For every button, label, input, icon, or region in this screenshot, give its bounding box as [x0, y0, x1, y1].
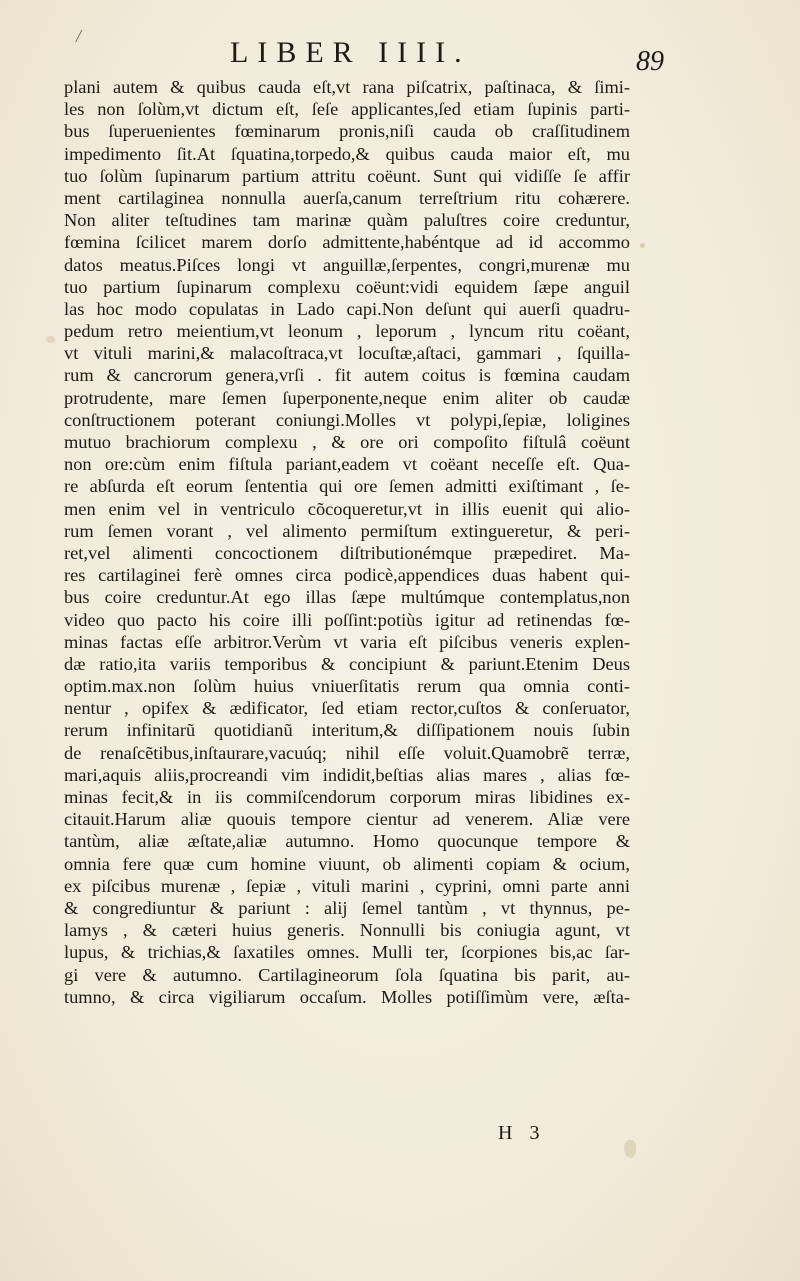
paper-stain	[624, 1140, 636, 1158]
text-line: tuo ſolùm ſupinarum partium attritu coëunt. Sunt qui vidiſſe ſe affir	[64, 165, 630, 186]
text-line: citauit.Harum aliæ quouis tempore cientur ad venerem. Aliæ vere	[64, 809, 630, 830]
running-head: LIBER IIII.	[230, 36, 471, 69]
text-line: lamys , & cæteri huius generis. Nonnulli bis coniugia agunt, vt	[64, 920, 630, 941]
text-line: bus ſuperuenientes fœminarum pronis,niſi cauda ob craſſitudinem	[64, 121, 630, 142]
text-line: ex piſcibus murenæ , ſepiæ , vituli marini , cyprini, omni parte anni	[64, 875, 630, 896]
text-line: las hoc modo copulatas in Lado capi.Non deſunt qui auerſi quadru-	[64, 298, 630, 319]
text-line: rum ſemen vorant , vel alimento permiſtum extingueretur, & peri-	[64, 520, 630, 541]
text-line: les non ſolùm,vt dictum eſt, ſeſe applicantes,ſed etiam ſupinis parti-	[64, 99, 630, 120]
text-line: tuo partium ſupinarum complexu coëunt:vidi equidem ſæpe anguil	[64, 276, 630, 297]
text-line: re abſurda eſt eorum ſententia qui ore ſemen admitti exiſtimant , ſe-	[64, 476, 630, 497]
text-line: video quo pacto his coire illi poſſint:potiùs igitur ad retinendas fœ-	[64, 609, 630, 630]
text-line: conſtructionem poterant coniungi.Molles vt polypi,ſepiæ, loligines	[64, 409, 630, 430]
text-line: tantùm, aliæ æſtate,aliæ autumno. Homo quocunque tempore &	[64, 831, 630, 852]
text-line: ret,vel alimenti concoctionem diſtributionémque præpediret. Ma-	[64, 542, 630, 563]
text-line: res cartilaginei ferè omnes circa podicè,appendices duas habent qui-	[64, 565, 630, 586]
text-line: bus coire creduntur.At ego illas ſæpe multúmque contemplatus,non	[64, 587, 630, 608]
text-line: dæ ratio,ita variis temporibus & concipiunt & pariunt.Etenim Deus	[64, 653, 630, 674]
text-line: mutuo brachiorum complexu , & ore ori compoſito fiſtulâ coëunt	[64, 432, 630, 452]
text-line: Non aliter teſtudines tam marinæ quàm paluſtres coire creduntur,	[64, 210, 630, 231]
text-line: pedum retro meientium,vt leonum , leporum , lyncum ritu coëant,	[64, 321, 630, 342]
text-line: vt vituli marini,& malacoſtraca,vt locuſtæ,aſtaci, gammari , ſquilla-	[64, 343, 630, 364]
text-line: rerum infinitarũ quotidianũ interitum,& diſſipationem nouis ſubin	[64, 720, 630, 741]
text-block	[64, 76, 630, 1008]
text-line: ment cartilaginea nonnulla auerſa,canum terreſtrium ritu cohærere.	[64, 187, 630, 208]
text-line: rum & cancrorum genera,vrſi . fit autem coitus is fœmina caudam	[64, 365, 630, 386]
page-number: 89	[636, 46, 664, 77]
paper-stain	[46, 336, 55, 343]
text-line: datos meatus.Piſces longi vt anguillæ,ſerpentes, congri,murenæ mu	[64, 254, 630, 275]
text-line: nentur , opifex & ædificator, ſed etiam rector,cuſtos & conſeruator,	[64, 698, 630, 719]
signature-mark: H 3	[498, 1122, 546, 1144]
text-line: plani autem & quibus cauda eſt,vt rana piſcatrix, paſtinaca, & ſimi-	[64, 77, 630, 97]
text-line: gi vere & autumno. Cartilagineorum ſola ſquatina bis parit, au-	[64, 964, 630, 985]
text-line: de renaſcẽtibus,inſtaurare,vacuúq; nihil eſſe voluit.Quamobrẽ terræ,	[64, 742, 630, 763]
text-line: optim.max.non ſolùm huius vniuerſitatis rerum qua omnia conti-	[64, 676, 630, 697]
paper-stain	[640, 243, 645, 248]
text-line: lupus, & trichias,& ſaxatiles omnes. Mulli ter, ſcorpiones bis,ac ſar-	[64, 942, 630, 963]
text-line: fœmina ſcilicet marem dorſo admittente,habéntque ad id accommo	[64, 232, 630, 253]
text-line: minas factas eſſe arbitror.Verùm vt varia eſt piſcibus veneris explen-	[64, 631, 630, 652]
text-line: non ore:cùm enim fiſtula pariant,eadem vt coëant neceſſe eſt. Qua-	[64, 454, 630, 475]
text-line: minas fecit,& in iis commiſcendorum corporum miras libidines ex-	[64, 787, 630, 807]
text-line: mari,aquis aliis,procreandi vim indidit,beſtias alias mares , alias fœ-	[64, 764, 630, 785]
pencil-mark: /	[76, 26, 82, 46]
text-line: men enim vel in ventriculo cõcoqueretur,vt in illis euenit qui alio-	[64, 498, 630, 519]
text-line: & congrediuntur & pariunt : alij ſemel tantùm , vt thynnus, pe-	[64, 897, 630, 918]
text-line: protrudente, mare ſemen ſuperponente,neque enim aliter ob caudæ	[64, 387, 630, 408]
text-line: tumno, & circa vigiliarum occaſum. Molles potiſſimùm vere, æſta-	[64, 986, 630, 1007]
text-line: omnia fere quæ cum homine viuunt, ob alimenti copiam & ocium,	[64, 853, 630, 874]
text-line: impedimento ſit.At ſquatina,torpedo,& quibus cauda maior eſt, mu	[64, 143, 630, 164]
